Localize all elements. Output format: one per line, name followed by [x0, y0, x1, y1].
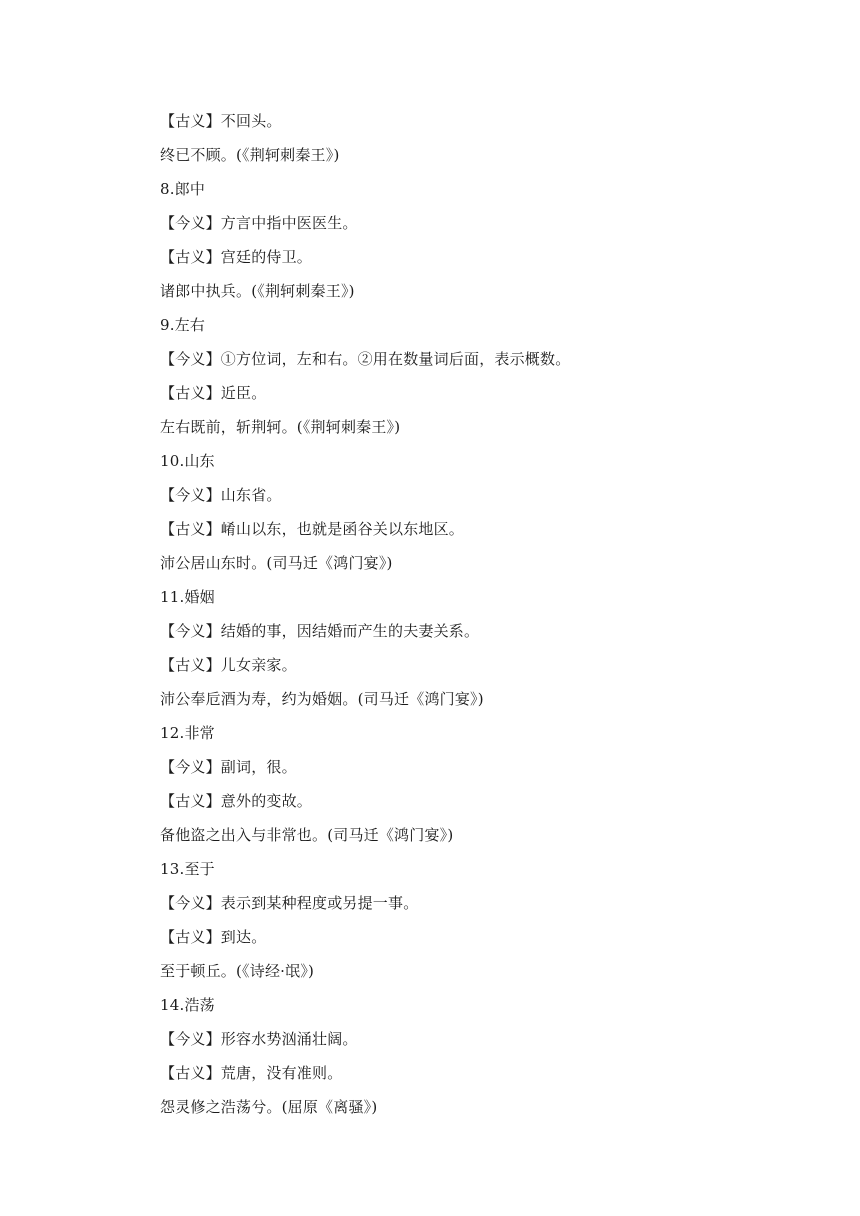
ancient-meaning-line: 【古义】荒唐，没有准则。 — [160, 1064, 343, 1082]
ancient-meaning-line: 【古义】意外的变故。 — [160, 792, 313, 810]
entry-heading: 10.山东 — [160, 452, 215, 470]
example-sentence: 终已不顾。(《荆轲刺秦王》) — [160, 146, 340, 164]
document-body — [160, 108, 760, 1128]
ancient-meaning-line: 【古义】到达。 — [160, 928, 267, 946]
example-sentence: 怨灵修之浩荡兮。(屈原《离骚》) — [160, 1098, 378, 1116]
example-sentence: 备他盗之出入与非常也。(司马迁《鸿门宴》) — [160, 826, 454, 844]
ancient-meaning-line: 【古义】宫廷的侍卫。 — [160, 248, 313, 266]
modern-meaning-line: 【今义】表示到某种程度或另提一事。 — [160, 894, 419, 912]
example-sentence: 沛公居山东时。(司马迁《鸿门宴》) — [160, 554, 393, 572]
modern-meaning-line: 【今义】结婚的事，因结婚而产生的夫妻关系。 — [160, 622, 480, 640]
example-sentence: 沛公奉卮酒为寿，约为婚姻。(司马迁《鸿门宴》) — [160, 690, 484, 708]
example-sentence: 至于顿丘。(《诗经·氓》) — [160, 962, 315, 980]
modern-meaning-line: 【今义】山东省。 — [160, 486, 282, 504]
entry-heading: 14.浩荡 — [160, 996, 215, 1014]
modern-meaning-line: 【今义】形容水势汹涌壮阔。 — [160, 1030, 358, 1048]
modern-meaning-line: 【今义】副词，很。 — [160, 758, 297, 776]
example-sentence: 左右既前，斩荆轲。(《荆轲刺秦王》) — [160, 418, 401, 436]
entry-heading: 8.郎中 — [160, 180, 206, 198]
entry-heading: 13.至于 — [160, 860, 215, 878]
ancient-meaning-line: 【古义】崤山以东，也就是函谷关以东地区。 — [160, 520, 465, 538]
example-sentence: 诸郎中执兵。(《荆轲刺秦王》) — [160, 282, 355, 300]
ancient-meaning-line: 【古义】近臣。 — [160, 384, 267, 402]
entry-heading: 11.婚姻 — [160, 588, 215, 606]
ancient-meaning-line: 【古义】不回头。 — [160, 112, 282, 130]
entry-heading: 9.左右 — [160, 316, 206, 334]
ancient-meaning-line: 【古义】儿女亲家。 — [160, 656, 297, 674]
modern-meaning-line: 【今义】①方位词，左和右。②用在数量词后面，表示概数。 — [160, 350, 571, 368]
entry-heading: 12.非常 — [160, 724, 215, 742]
modern-meaning-line: 【今义】方言中指中医医生。 — [160, 214, 358, 232]
